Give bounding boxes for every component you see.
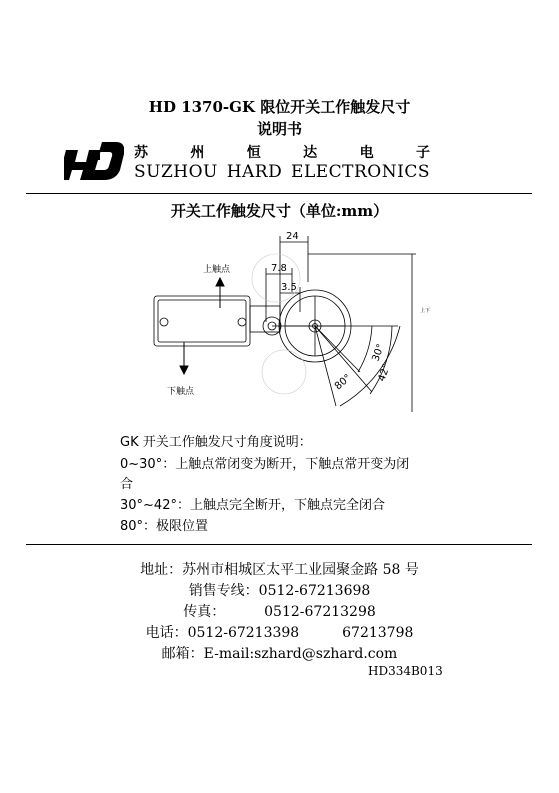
- company-logo: [64, 140, 124, 182]
- company-name-en: [134, 162, 430, 182]
- document-title: HD 1370-GK 限位开关工作触发尺寸: [148, 98, 411, 116]
- switch-body: [154, 296, 250, 346]
- contact-phone: [0, 622, 559, 642]
- switch-dimension-diagram: [140, 222, 440, 422]
- contact-sales: 销售专线：0512-67213698: [188, 583, 371, 599]
- cn-char: 子: [415, 145, 430, 161]
- cn-char: 州: [190, 145, 205, 161]
- dim-label-24: 24: [286, 231, 299, 242]
- contact-email: 邮箱：E-mail:szhard@szhard.com: [161, 646, 398, 662]
- contact-fax: [0, 601, 559, 621]
- en-word: SUZHOU: [134, 162, 218, 182]
- document-subtitle: 说明书: [256, 120, 302, 138]
- ghost-wheel-bottom: [262, 350, 306, 394]
- arc-30: [358, 326, 372, 372]
- label-side: 上下: [420, 308, 431, 314]
- dim-label-78: 7.8: [271, 263, 287, 274]
- header-divider: [26, 193, 532, 194]
- cn-char: 达: [303, 145, 318, 161]
- cn-char: 苏: [134, 145, 148, 161]
- angle-label-30: 30°: [370, 342, 387, 364]
- angle-description-heading: GK 开关工作触发尺寸角度说明：: [120, 435, 312, 450]
- fax-label: 传真：: [183, 604, 226, 620]
- company-name-cn: [134, 142, 430, 162]
- section-title: 开关工作触发尺寸（单位:mm）: [170, 202, 389, 220]
- angle-description-line3: 80°：极限位置: [120, 519, 209, 534]
- dim-label-35: 3.5: [281, 282, 297, 293]
- ghost-wheel-top: [252, 254, 300, 302]
- document-code: HD334B013: [368, 664, 443, 678]
- cn-char: 恒: [246, 145, 261, 161]
- fax-number: 0512-67213298: [264, 604, 376, 620]
- label-lower-contact: 下触点: [167, 387, 195, 397]
- angle-description-line1a: 0~30°：上触点常闭变为断开，下触点常开变为闭: [120, 457, 410, 472]
- phone-number-2: 67213798: [342, 625, 414, 641]
- en-word: HARD: [226, 162, 283, 182]
- angle-label-80: 80°: [332, 372, 354, 393]
- cn-char: 电: [359, 145, 374, 161]
- phone-label: 电话：0512-67213398: [145, 625, 300, 641]
- angle-description-line1b: 合: [120, 477, 134, 492]
- label-upper-contact: 上触点: [203, 265, 231, 275]
- en-word: ELECTRONICS: [291, 162, 430, 182]
- angle-label-42: 42°: [376, 362, 393, 384]
- footer-divider: [26, 544, 532, 545]
- contact-address: 地址：苏州市相城区太平工业园聚金路 58 号: [140, 562, 419, 578]
- angle-description-line2: 30°~42°：上触点完全断开，下触点完全闭合: [120, 498, 385, 513]
